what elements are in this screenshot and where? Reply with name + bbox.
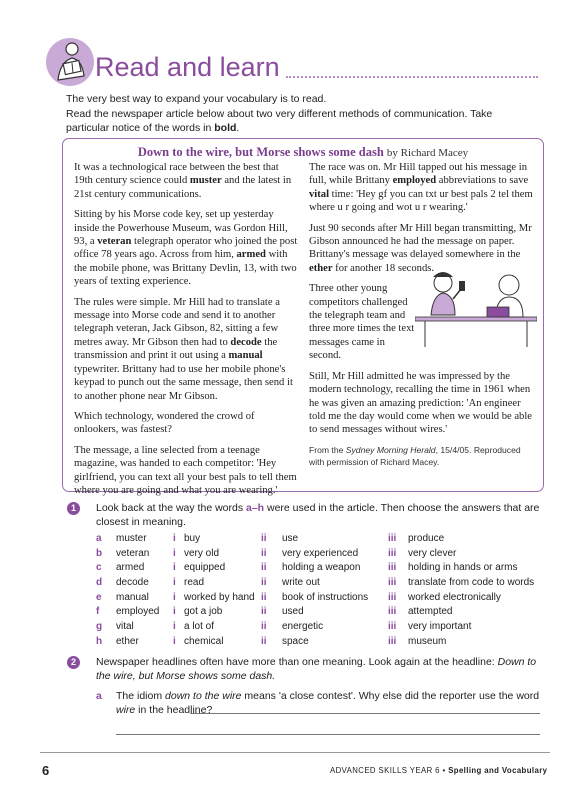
intro-line-2: Read the newspaper article below about two very different methods of communication. Take particular notice of the words in bold. <box>66 108 493 134</box>
row-word: decode <box>116 577 149 589</box>
article-paragraph: The message, a line selected from a teenage magazine, was handed to each competitor: 'Hey girlfriend, you can text all your best pals to tell them where you are going and what you are wearing.' <box>74 444 297 496</box>
row-letter: g <box>96 621 103 633</box>
row-word: armed <box>116 562 145 574</box>
option-ii-label: ii <box>261 606 267 618</box>
option-iii-label: iii <box>388 533 397 544</box>
footer-series: ADVANCED SKILLS YEAR 6 • Spelling and Vocabulary <box>330 766 548 775</box>
option-ii-label: ii <box>261 577 267 589</box>
option-ii-choice[interactable]: energetic <box>282 621 324 633</box>
option-i-choice[interactable]: very old <box>184 547 220 559</box>
option-ii-choice[interactable]: used <box>282 606 304 618</box>
article-paragraph: Which technology, wondered the crowd of onlookers, was fastest? <box>74 410 255 436</box>
answer-row <box>96 591 536 606</box>
answer-row <box>96 561 536 576</box>
row-letter: d <box>96 577 103 589</box>
answer-row <box>96 576 536 591</box>
option-ii-choice[interactable]: book of instructions <box>282 591 369 603</box>
row-letter: f <box>96 606 100 618</box>
question-2-text: Newspaper headlines often have more than one meaning. Look again at the headline: Down to the wire, but Morse shows some dash. <box>96 656 537 682</box>
row-letter: h <box>96 635 103 647</box>
article-headline: Down to the wire, but Morse shows some dash by Richard Macey <box>137 145 469 159</box>
row-letter: b <box>96 547 103 559</box>
option-ii-choice[interactable]: holding a weapon <box>282 562 361 574</box>
option-ii-choice[interactable]: use <box>282 533 299 544</box>
option-i-label: i <box>173 591 176 603</box>
answer-row <box>96 620 536 635</box>
option-i-choice[interactable]: read <box>184 577 205 589</box>
option-i-label: i <box>173 621 176 633</box>
answer-row <box>96 605 536 620</box>
question-2a-text: The idiom down to the wire means 'a close contest'. Why else did the reporter use the word wire in the headline? <box>116 690 540 716</box>
option-iii-choice[interactable]: very important <box>408 621 472 633</box>
option-ii-choice[interactable]: very experienced <box>282 547 359 559</box>
option-iii-choice[interactable]: attempted <box>408 606 453 618</box>
footer-rule <box>40 752 550 753</box>
option-iii-choice[interactable]: produce <box>408 533 445 544</box>
answer-line[interactable] <box>116 734 540 735</box>
article-paragraph: The race was on. Mr Hill tapped out his message in full, while Brittany employed abbreviations to save vital time: 'Hey gf you can txt ur best pals 2 tel them where u r going and wot u r wearing.' <box>309 162 533 214</box>
row-letter: c <box>96 562 102 574</box>
article-paragraph: The rules were simple. Mr Hill had to translate a message into Morse code and send it to another telegraph veteran, Jack Gibson, 82, sitting a few metres away. Mr Gibson then had to decode the transmission and print it out using a manual typewriter. Brittany had to use her mobile phone's keypad to punch out the same message, then send it to another phone near Mr Gibson. <box>74 296 293 402</box>
answer-table <box>96 532 536 650</box>
answer-row <box>96 547 536 562</box>
article-column-left <box>74 161 300 504</box>
option-i-label: i <box>173 547 176 559</box>
option-ii-label: ii <box>261 533 267 544</box>
question-2-number: 2 <box>67 656 80 669</box>
answer-row <box>96 635 536 650</box>
option-iii-label: iii <box>388 547 397 559</box>
option-iii-label: iii <box>388 591 397 603</box>
row-word: employed <box>116 606 160 618</box>
option-iii-label: iii <box>388 621 397 633</box>
title-dotted-rule <box>286 76 538 78</box>
row-letter: a <box>96 533 102 544</box>
reading-figure-icon <box>44 36 96 88</box>
page-number: 6 <box>42 763 50 778</box>
option-i-choice[interactable]: buy <box>184 533 201 544</box>
option-iii-choice[interactable]: very clever <box>408 547 457 559</box>
option-i-choice[interactable]: chemical <box>184 635 224 647</box>
option-iii-choice[interactable]: museum <box>408 635 447 647</box>
article-box <box>62 138 544 496</box>
option-i-choice[interactable]: a lot of <box>184 621 215 633</box>
article-paragraph: Still, Mr Hill admitted he was impressed by the modern technology, recalling the time in 1961 when he was given an amazing prediction: 'An engineer told me the day would come when we would be able to send messages without wires.' <box>309 370 532 436</box>
row-word: muster <box>116 533 147 544</box>
option-iii-label: iii <box>388 606 397 618</box>
article-paragraph: Just 90 seconds after Mr Hill began transmitting, Mr Gibson announced he had the message on paper. Brittany's message was delayed somewhere in the ether for another 18 seconds. <box>309 222 532 274</box>
article-credit: From the Sydney Morning Herald, 15/4/05. Reproduced with permission of Richard Macey. <box>309 444 521 467</box>
article-paragraph: It was a technological race between the best that 19th century science could muster and the latest in 21st century communications. <box>74 162 292 200</box>
question-2a-letter: a <box>96 690 102 702</box>
row-word: vital <box>116 621 134 633</box>
option-i-label: i <box>173 635 176 647</box>
option-ii-label: ii <box>261 635 267 647</box>
row-word: ether <box>116 635 139 647</box>
question-1-text: Look back at the way the words a–h were used in the article. Then choose the answers that are closest in meaning. <box>96 502 540 528</box>
option-iii-label: iii <box>388 562 397 574</box>
page-title: Read and learn <box>95 52 280 82</box>
option-ii-label: ii <box>261 547 267 559</box>
competitors-illustration <box>415 267 537 349</box>
option-i-label: i <box>173 577 176 589</box>
option-i-label: i <box>173 606 176 618</box>
option-i-choice[interactable]: worked by hand <box>184 591 255 603</box>
question-1-number: 1 <box>67 502 80 515</box>
option-i-choice[interactable]: got a job <box>184 606 223 618</box>
row-letter: e <box>96 591 102 603</box>
option-ii-choice[interactable]: write out <box>282 577 320 589</box>
option-iii-label: iii <box>388 577 397 589</box>
row-word: veteran <box>116 547 150 559</box>
option-iii-choice[interactable]: holding in hands or arms <box>408 562 518 574</box>
option-iii-label: iii <box>388 635 397 647</box>
intro-line-1: The very best way to expand your vocabulary is to read. <box>66 93 327 105</box>
option-ii-label: ii <box>261 621 267 633</box>
option-ii-label: ii <box>261 562 267 574</box>
option-i-label: i <box>173 533 176 544</box>
option-iii-choice[interactable]: worked electronically <box>408 591 501 603</box>
answer-line[interactable] <box>190 713 540 714</box>
option-iii-choice[interactable]: translate from code to words <box>408 577 535 589</box>
option-i-choice[interactable]: equipped <box>184 562 226 574</box>
article-paragraph: Sitting by his Morse code key, set up yesterday inside the Powerhouse Museum, was Gordon Hill, 93, a veteran telegraph operator who joined the post office 78 years ago. Across from him, armed with the mobile phone, was Brittany Devlin, 13, with two years of texting experience. <box>74 209 298 288</box>
article-paragraph: Three other young competitors challenged the telegraph team and three more times the text messages came in second. <box>309 283 415 362</box>
option-ii-label: ii <box>261 591 267 603</box>
option-ii-choice[interactable]: space <box>282 635 309 647</box>
row-word: manual <box>116 591 149 603</box>
option-i-label: i <box>173 562 176 574</box>
answer-row <box>96 532 536 547</box>
